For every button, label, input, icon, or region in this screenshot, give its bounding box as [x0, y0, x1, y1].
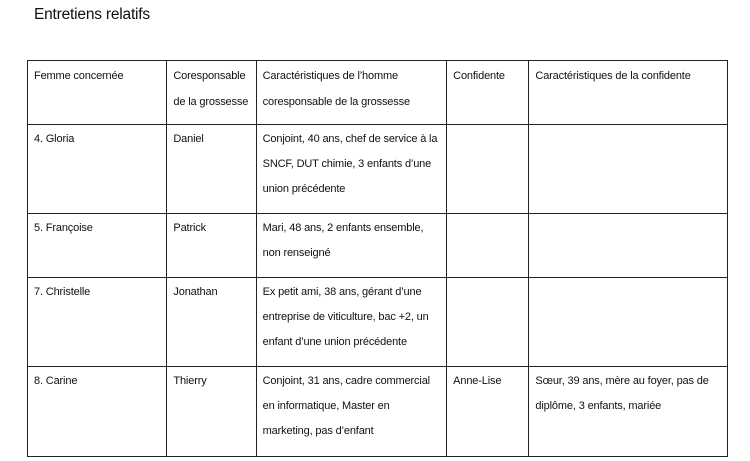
cell-man: [167, 214, 256, 278]
cell-confidante-characteristics: [529, 214, 728, 278]
header-co-responsible-line: Coresponsable: [173, 70, 246, 82]
cell-man: [167, 278, 256, 367]
table-row: [28, 125, 728, 214]
cell-text: Daniel: [173, 133, 204, 145]
header-co-responsible: [167, 61, 256, 125]
cell-man: [167, 367, 256, 457]
interviews-table: [27, 60, 728, 457]
header-woman: [28, 61, 167, 125]
cell-man-characteristics: [256, 214, 447, 278]
header-co-responsible-line: de la grossesse: [173, 96, 249, 108]
cell-line: Conjoint, 31 ans, cadre commercial: [262, 375, 430, 387]
table-row: [28, 278, 728, 367]
cell-man: [167, 125, 256, 214]
cell-text: Jonathan: [173, 286, 218, 298]
table-header-row: [28, 61, 728, 125]
cell-line: diplôme, 3 enfants, mariée: [535, 400, 662, 412]
cell-line: enfant d’une union précédente: [262, 336, 407, 348]
header-woman-label: Femme concernée: [34, 70, 124, 82]
cell-woman: [28, 125, 167, 214]
cell-confidante: [447, 214, 529, 278]
cell-text: 5. Françoise: [34, 222, 93, 234]
cell-man-characteristics: [256, 125, 447, 214]
cell-text: 4. Gloria: [34, 133, 75, 145]
header-confidante-characteristics: [529, 61, 728, 125]
cell-confidante-characteristics: [529, 125, 728, 214]
cell-line: Ex petit ami, 38 ans, gérant d’une: [262, 286, 422, 298]
table-row: [28, 367, 728, 457]
cell-man-characteristics: [256, 278, 447, 367]
cell-confidante: [447, 367, 529, 457]
cell-line: union précédente: [262, 183, 346, 195]
cell-line: Conjoint, 40 ans, chef de service à la: [262, 133, 438, 145]
cell-text: Patrick: [173, 222, 206, 234]
cell-woman: [28, 214, 167, 278]
cell-confidante-characteristics: [529, 278, 728, 367]
cell-line: en informatique, Master en: [262, 400, 390, 412]
cell-line: SNCF, DUT chimie, 3 enfants d’une: [262, 158, 432, 170]
cell-line: Mari, 48 ans, 2 enfants ensemble,: [262, 222, 424, 234]
cell-woman: [28, 367, 167, 457]
header-confidante-characteristics-label: Caractéristiques de la confidente: [535, 70, 691, 82]
header-confidante: [447, 61, 529, 125]
cell-confidante: [447, 278, 529, 367]
cell-text: 7. Christelle: [34, 286, 91, 298]
header-man-characteristics: [256, 61, 447, 125]
cell-woman: [28, 278, 167, 367]
header-man-characteristics-line: Caractéristiques de l’homme: [262, 70, 398, 82]
header-confidante-label: Confidente: [453, 70, 505, 82]
cell-line: non renseigné: [262, 247, 331, 259]
table-row: [28, 214, 728, 278]
cell-man-characteristics: [256, 367, 447, 457]
cell-line: marketing, pas d’enfant: [262, 425, 374, 437]
cell-text: Anne-Lise: [453, 375, 502, 387]
cell-line: entreprise de viticulture, bac +2, un: [262, 311, 429, 323]
cell-line: Sœur, 39 ans, mère au foyer, pas de: [535, 375, 709, 387]
cell-text: 8. Carine: [34, 375, 78, 387]
cell-text: Thierry: [173, 375, 207, 387]
document-title: Entretiens relatifs: [34, 6, 150, 23]
header-man-characteristics-line: coresponsable de la grossesse: [262, 96, 410, 108]
cell-confidante: [447, 125, 529, 214]
cell-confidante-characteristics: [529, 367, 728, 457]
